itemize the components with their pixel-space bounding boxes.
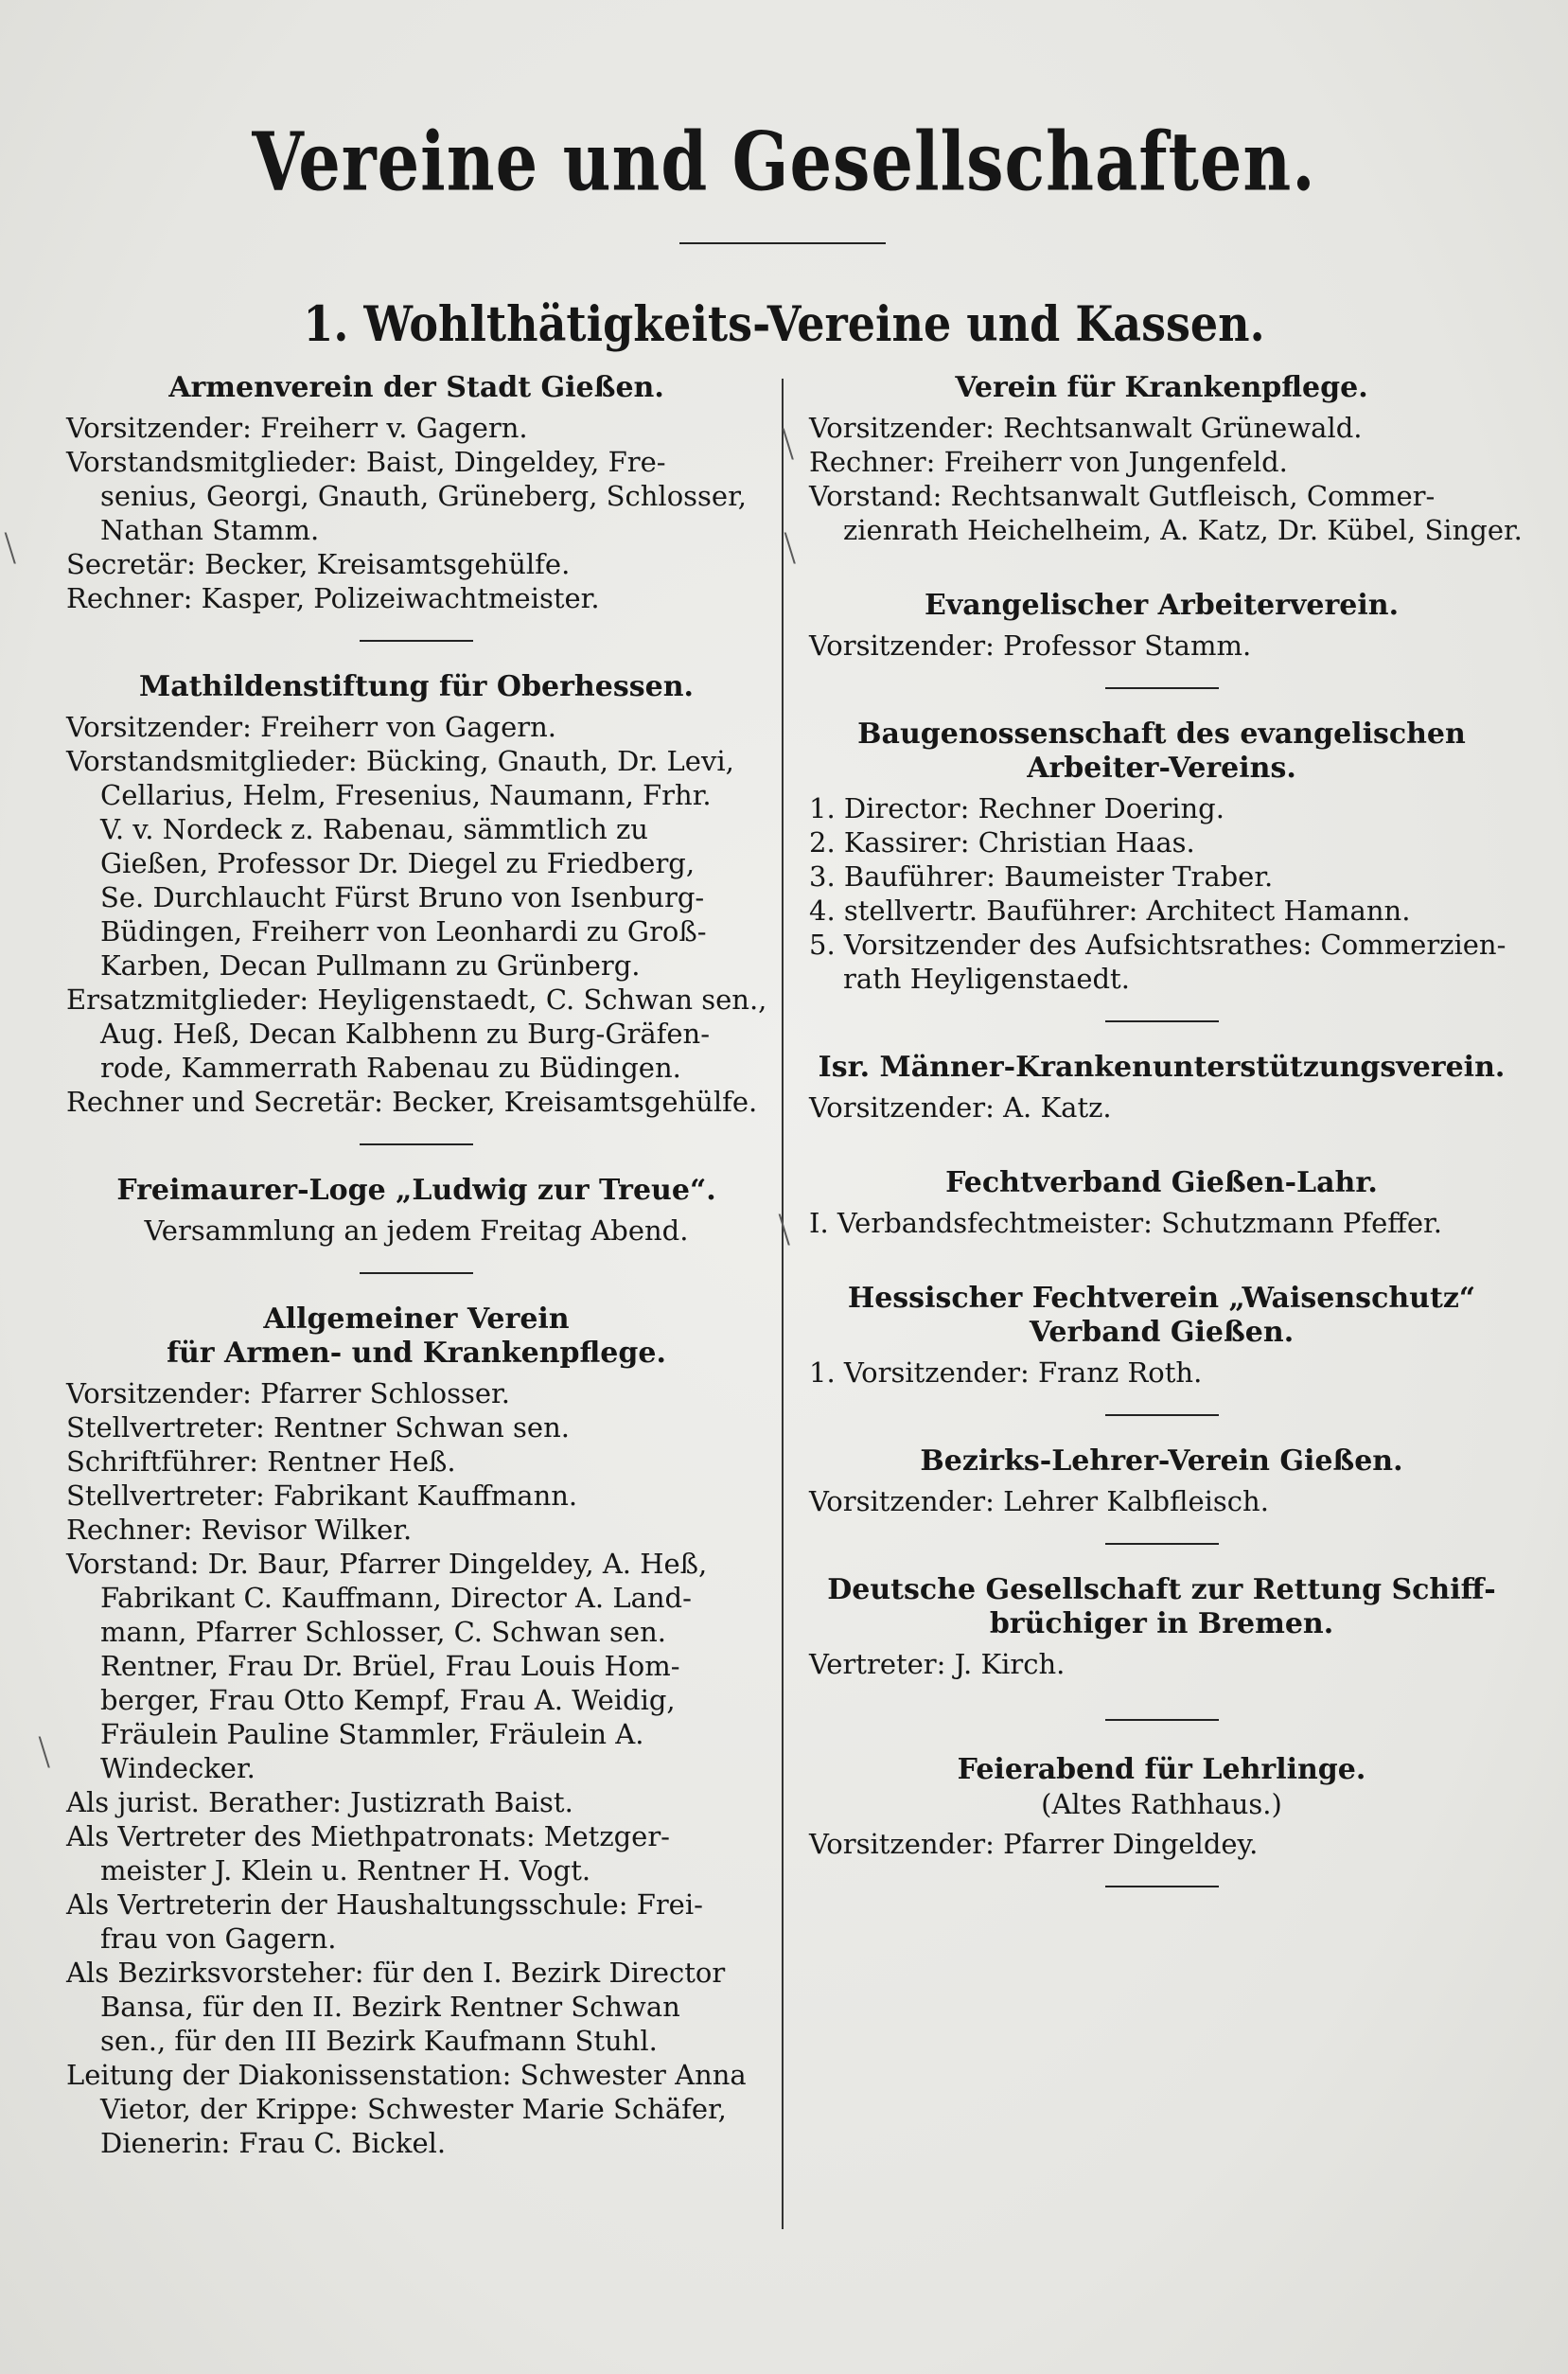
entry-line: I. Verbandsfechtmeister: Schutzmann Pfeffer. <box>809 1207 1442 1239</box>
separator-rule <box>1105 1543 1219 1545</box>
entry-line: Nathan Stamm. <box>100 514 320 546</box>
entry-isr-maenner-krankenverein <box>809 1051 1514 1125</box>
left-column <box>66 371 766 2160</box>
entry-line: senius, Georgi, Gnauth, Grüneberg, Schlosser, <box>100 480 747 512</box>
entry-line: Vorsitzender: Freiherr v. Gagern. <box>66 412 528 444</box>
entry-allgemeiner-verein <box>66 1302 766 2160</box>
margin-mark: \ <box>38 1730 51 1774</box>
entry-line: Stellvertreter: Fabrikant Kauffmann. <box>66 1479 578 1512</box>
separator-rule <box>1105 1719 1219 1721</box>
entry-line: Secretär: Becker, Kreisamtsgehülfe. <box>66 548 571 580</box>
entry-title: Mathildenstiftung für Oberhessen. <box>139 670 694 703</box>
entry-line: Bansa, für den II. Bezirk Rentner Schwan <box>100 1991 680 2023</box>
entry-title: Bezirks-Lehrer-Verein Gießen. <box>920 1444 1403 1478</box>
entry-line: Gießen, Professor Dr. Diegel zu Friedberg, <box>100 847 696 879</box>
entry-feierabend-lehrlinge <box>809 1753 1514 1861</box>
separator-rule <box>1105 687 1219 689</box>
margin-mark: \ <box>4 526 17 570</box>
entry-line: Rechner und Secretär: Becker, Kreisamtsgehülfe. <box>66 1086 758 1118</box>
entry-title-2: brüchiger in Bremen. <box>989 1607 1334 1640</box>
entry-verein-krankenpflege <box>809 371 1523 547</box>
entry-line: Ersatzmitglieder: Heyligenstaedt, C. Schwan sen., <box>66 983 767 1016</box>
separator-rule <box>360 1272 473 1274</box>
entry-line: Büdingen, Freiherr von Leonhardi zu Groß- <box>100 915 707 948</box>
entry-title: Hessischer Fechtverein „Waisenschutz“ <box>847 1282 1476 1315</box>
entry-line: Rechner: Freiherr von Jungenfeld. <box>809 446 1288 478</box>
entry-title: Verein für Krankenpflege. <box>955 371 1368 404</box>
entry-line: Schriftführer: Rentner Heß. <box>66 1445 456 1478</box>
separator-rule <box>1105 1886 1219 1887</box>
section-title: 1. Wohlthätigkeits-Vereine und Kassen. <box>303 295 1265 353</box>
entry-line: Vertreter: J. Kirch. <box>809 1648 1066 1680</box>
entry-line: Vorstandsmitglieder: Baist, Dingeldey, Fre- <box>66 446 666 478</box>
entry-line: Vorsitzender: Pfarrer Dingeldey. <box>809 1828 1259 1860</box>
entry-line: rode, Kammerrath Rabenau zu Büdingen. <box>100 1052 681 1084</box>
entry-line: Karben, Decan Pullmann zu Grünberg. <box>100 949 641 982</box>
entry-line: sen., für den III Bezirk Kaufmann Stuhl. <box>100 2025 658 2057</box>
entry-line: Vorsitzender: Professor Stamm. <box>809 629 1252 662</box>
margin-mark: \ <box>784 526 797 570</box>
entry-line: Cellarius, Helm, Fresenius, Naumann, Frhr. <box>100 779 712 811</box>
entry-line: Windecker. <box>100 1752 255 1784</box>
entry-title: Isr. Männer-Krankenunterstützungsverein. <box>818 1051 1506 1084</box>
entry-hessischer-fechtverein <box>809 1282 1514 1390</box>
entry-line: Rechner: Revisor Wilker. <box>66 1514 413 1546</box>
entry-title: Deutsche Gesellschaft zur Rettung Schiff- <box>827 1573 1496 1606</box>
entry-line: Als Vertreter des Miethpatronats: Metzger- <box>66 1820 670 1852</box>
entry-line: Als jurist. Berather: Justizrath Baist. <box>66 1786 573 1818</box>
entry-fechtverband <box>809 1166 1514 1240</box>
entry-line: 3. Bauführer: Baumeister Traber. <box>809 860 1274 893</box>
entry-line: 2. Kassirer: Christian Haas. <box>809 826 1195 859</box>
entry-line: mann, Pfarrer Schlosser, C. Schwan sen. <box>100 1616 666 1648</box>
entry-line: Leitung der Diakonissenstation: Schwester Anna <box>66 2059 747 2091</box>
entry-line: 4. stellvertr. Bauführer: Architect Hamann. <box>809 895 1411 927</box>
entry-line: Vorstandsmitglieder: Bücking, Gnauth, Dr. Levi, <box>66 745 734 777</box>
entry-line: frau von Gagern. <box>100 1922 337 1955</box>
separator-rule <box>360 640 473 642</box>
entry-line: Vietor, der Krippe: Schwester Marie Schäfer, <box>100 2093 727 2125</box>
entry-line: 5. Vorsitzender des Aufsichtsrathes: Commerzien- <box>809 929 1506 961</box>
entry-freimaurer-loge <box>66 1174 766 1248</box>
entry-line: 1. Vorsitzender: Franz Roth. <box>809 1356 1203 1389</box>
entry-title: Freimaurer-Loge „Ludwig zur Treue“. <box>116 1174 716 1207</box>
entry-title-2: für Armen- und Krankenpflege. <box>167 1337 666 1370</box>
entry-line: Rentner, Frau Dr. Brüel, Frau Louis Hom- <box>100 1650 680 1682</box>
entry-armenverein <box>66 371 766 615</box>
entry-line: V. v. Nordeck z. Rabenau, sämmtlich zu <box>100 813 648 845</box>
entry-mathildenstiftung <box>66 670 766 1119</box>
entry-line: Stellvertreter: Rentner Schwan sen. <box>66 1411 570 1444</box>
separator-rule <box>1105 1414 1219 1416</box>
entry-line: zienrath Heichelheim, A. Katz, Dr. Kübel, Singer. <box>843 514 1523 546</box>
column-divider <box>782 379 784 2229</box>
entry-line: Fabrikant C. Kauffmann, Director A. Land- <box>100 1582 692 1614</box>
separator-rule <box>360 1143 473 1145</box>
entry-line: rath Heyligenstaedt. <box>843 963 1130 995</box>
entry-line: Als Bezirksvorsteher: für den I. Bezirk Director <box>66 1957 726 1989</box>
entry-title: Baugenossenschaft des evangelischen <box>857 718 1466 751</box>
entry-bezirks-lehrer-verein <box>809 1444 1514 1518</box>
entry-rettung-schiffbruechiger <box>809 1573 1514 1681</box>
margin-mark: \ <box>778 1208 791 1251</box>
entry-line: Dienerin: Frau C. Bickel. <box>100 2127 447 2159</box>
separator-rule <box>1105 1020 1219 1022</box>
entry-title: Armenverein der Stadt Gießen. <box>168 371 664 404</box>
entry-line: Fräulein Pauline Stammler, Fräulein A. <box>100 1718 644 1750</box>
entry-line: Vorsitzender: Lehrer Kalbfleisch. <box>809 1485 1269 1517</box>
entry-line: meister J. Klein u. Rentner H. Vogt. <box>100 1854 591 1887</box>
entry-line: 1. Director: Rechner Doering. <box>809 792 1224 824</box>
entry-title: Feierabend für Lehrlinge. <box>957 1753 1366 1786</box>
entry-line: Als Vertreterin der Haushaltungsschule: Frei- <box>66 1888 703 1921</box>
entry-line: Rechner: Kasper, Polizeiwachtmeister. <box>66 582 600 614</box>
entry-line: Vorsitzender: A. Katz. <box>809 1091 1112 1124</box>
entry-line: berger, Frau Otto Kempf, Frau A. Weidig, <box>100 1684 676 1716</box>
margin-mark: \ <box>782 422 795 466</box>
right-column <box>809 371 1523 1916</box>
entry-title: Fechtverband Gießen-Lahr. <box>945 1166 1378 1199</box>
page-title: Vereine und Gesellschaften. <box>252 114 1316 210</box>
entry-title-2: Verband Gießen. <box>1029 1316 1295 1349</box>
entry-line: Aug. Heß, Decan Kalbhenn zu Burg-Gräfen- <box>100 1018 711 1050</box>
entry-line: Vorstand: Rechtsanwalt Gutfleisch, Commer- <box>809 480 1436 512</box>
entry-title: Evangelischer Arbeiterverein. <box>924 589 1400 622</box>
entry-line: Vorsitzender: Pfarrer Schlosser. <box>66 1377 510 1409</box>
title-rule <box>679 242 886 244</box>
entry-line: Se. Durchlaucht Fürst Bruno von Isenburg- <box>100 881 705 913</box>
entry-baugenossenschaft <box>809 718 1514 996</box>
entry-line: Vorstand: Dr. Baur, Pfarrer Dingeldey, A. Heß, <box>66 1548 708 1580</box>
entry-title-2: Arbeiter-Vereins. <box>1027 752 1296 785</box>
entry-subtitle: (Altes Rathhaus.) <box>1041 1788 1282 1820</box>
entry-line: Vorsitzender: Freiherr von Gagern. <box>66 711 556 743</box>
entry-title: Allgemeiner Verein <box>263 1302 570 1336</box>
entry-line: Versammlung an jedem Freitag Abend. <box>144 1214 689 1247</box>
entry-line: Vorsitzender: Rechtsanwalt Grünewald. <box>809 412 1363 444</box>
entry-evangelischer-arbeiterverein <box>809 589 1514 663</box>
